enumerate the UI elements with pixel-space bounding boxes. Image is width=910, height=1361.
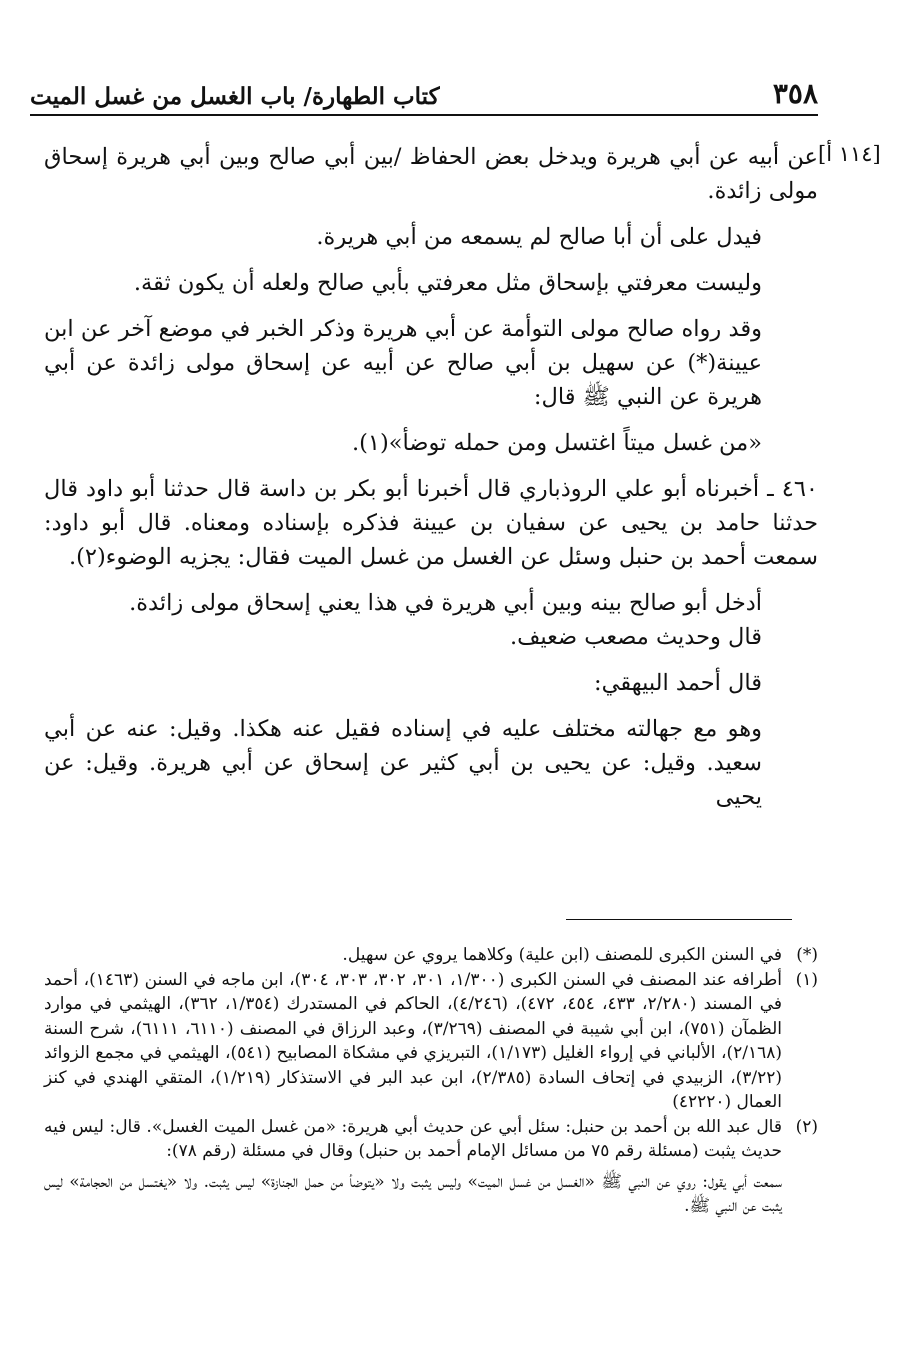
footnote-continuation: سمعت أبي يقول: روي عن النبي ﷺ «الغسل من غسل الميت» وليس يثبت ولا «يتوضأ من حمل الجنازة» ليس يثبت. ولا «يغتسل من الحجامة» ليس يثبت عن النبي ﷺ. <box>44 1171 782 1216</box>
page-number: ٣٥٨ <box>772 77 818 110</box>
paragraph: فيدل على أن أبا صالح لم يسمعه من أبي هريرة. <box>316 224 762 250</box>
paragraph: وهو مع جهالته مختلف عليه في إسناده فقيل عنه هكذا. وقيل: عنه عن أبي سعيد. وقيل: عن يحيى بن أبي كثير عن إسحاق عن أبي هريرة. وقيل: عن يحيى <box>44 716 762 810</box>
footnote-mark: (١) <box>795 969 818 990</box>
hadith-chain-paragraph: ٤٦٠ ـ أخبرناه أبو علي الروذباري قال أخبرنا أبو بكر بن داسة قال حدثنا أبو داود قال حدثنا حامد بن يحيى عن سفيان بن عيينة فذكره بإسناده ومعناه. قال أبو داود: سمعت أحمد بن حنبل وسئل عن الغسل من غسل الميت فقال: يجزيه الوضوء(٢). <box>44 476 818 570</box>
paragraph: قال أحمد البيهقي: <box>593 670 762 696</box>
paragraph: عن أبيه عن أبي هريرة ويدخل بعض الحفاظ /بين أبي صالح وبين أبي هريرة إسحاق مولى زائدة. <box>44 144 818 204</box>
paragraph: قال وحديث مصعب ضعيف. <box>509 624 762 650</box>
footnote <box>44 968 818 1115</box>
footnote-separator <box>566 919 792 920</box>
manuscript-folio-marker: [١١٤ أ] <box>818 142 881 166</box>
hadith-quote: «من غسل ميتاً اغتسل ومن حمله توضأ»(١). <box>351 430 762 456</box>
paragraph: أدخل أبو صالح بينه وبين أبي هريرة في هذا يعني إسحاق مولى زائدة. <box>129 590 762 616</box>
paragraph: وليست معرفتي بإسحاق مثل معرفتي بأبي صالح ولعله أن يكون ثقة. <box>133 270 762 296</box>
footnote-text: أطرافه عند المصنف في السنن الكبرى (١/٣٠٠، ٣٠١، ٣٠٢، ٣٠٣، ٣٠٤)، ابن ماجه في السنن (١٤٦٣)، أحمد في المسند (٢/٢٨٠، ٤٣٣، ٤٥٤، ٤٧٢)، (٤/٢٤٦)، الحاكم في المستدرك (١/٣٥٤، ٣٦٢)، الهيثمي في موارد الظمآن (٧٥١)، ابن أبي شيبة في المصنف (٣/٢٦٩)، وعبد الرزاق في المصنف (٦١١٠، ٦١١١)، شرح السنة (٢/١٦٨)، الألباني في إرواء الغليل (١/١٧٣)، التبريزي في مشكاة المصابيح (٥٤١)، الهيثمي في مجمع الزوائد (٣/٢٢)، الزبيدي في إتحاف السادة (٢/٣٨٥)، ابن عبد البر في الاستذكار (١/٢١٩)، المتقي الهندي في كنز العمال (٤٢٢٢٠) <box>44 969 783 1112</box>
footnote-mark: (٢) <box>795 1116 818 1137</box>
footnote-text: في السنن الكبرى للمصنف (ابن علية) وكلاهما يروي عن سهيل. <box>342 945 782 965</box>
running-title: كتاب الطهارة/ باب الغسل من غسل الميت <box>30 83 440 110</box>
footnotes <box>44 943 818 1219</box>
paragraph: وقد رواه صالح مولى التوأمة عن أبي هريرة وذكر الخبر في موضع آخر عن ابن عيينة(*) عن سهيل بن أبي صالح عن أبيه عن إسحاق مولى زائدة عن أبي هريرة عن النبي ﷺ قال: <box>44 316 762 410</box>
footnote <box>44 943 818 968</box>
footnote <box>44 1115 818 1164</box>
page-header <box>30 68 818 116</box>
main-text <box>44 140 818 826</box>
footnote-mark: (*) <box>796 945 818 965</box>
footnote-text: قال عبد الله بن أحمد بن حنبل: سئل أبي عن حديث أبي هريرة: «من غسل الميت الغسل». قال: ليس فيه حديث يثبت (مسئلة رقم ٧٥ من مسائل الإمام أحمد بن حنبل) وقال في مسئلة (رقم ٧٨): <box>44 1116 782 1161</box>
